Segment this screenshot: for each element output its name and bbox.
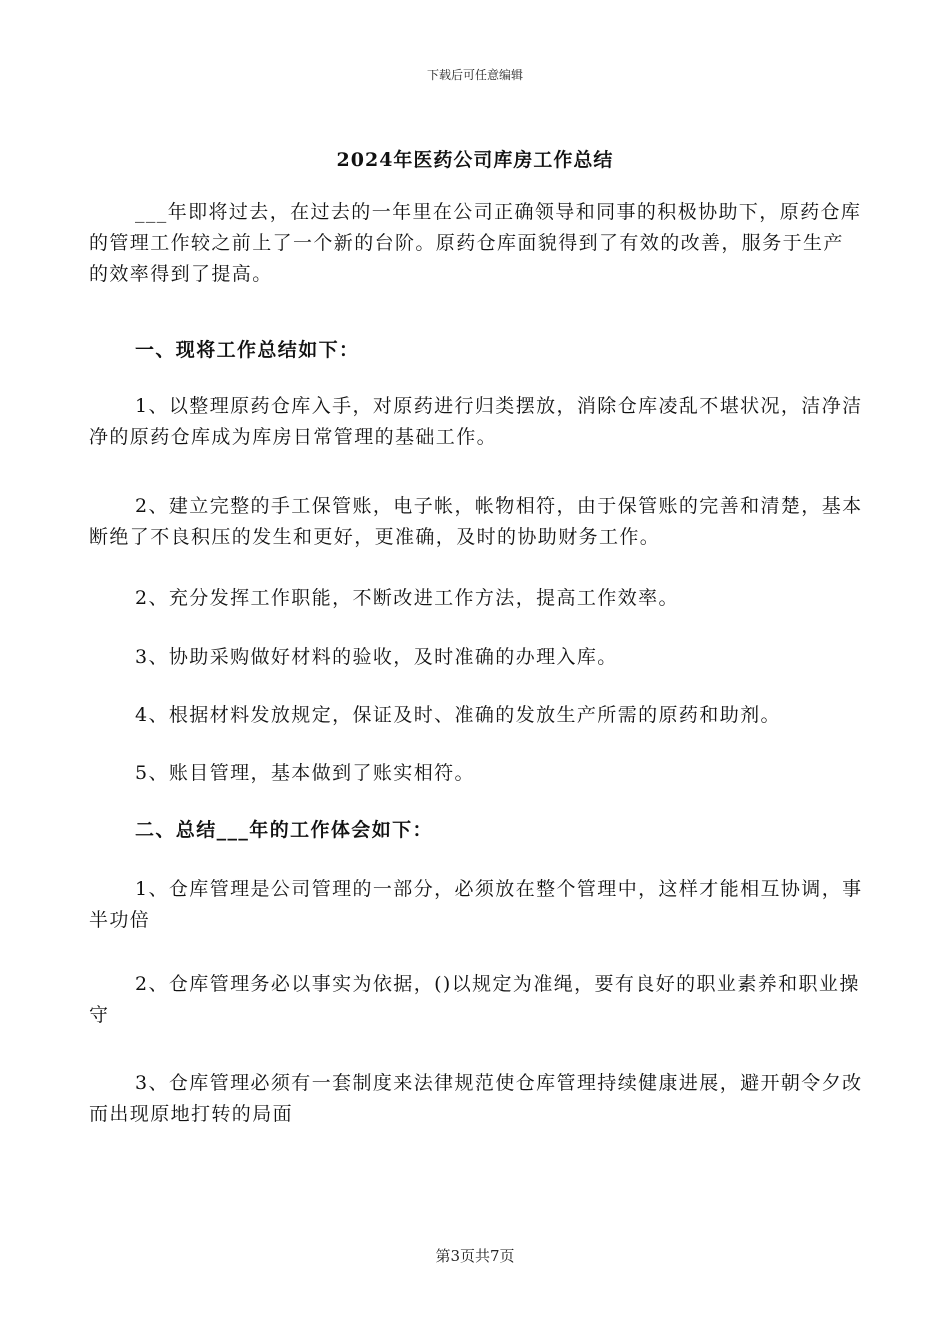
section1-item: 1、以整理原药仓库入手，对原药进行归类摆放，消除仓库凌乱不堪状况，洁净洁净的原药仓库成为库房日常管理的基础工作。 [89,395,863,448]
document-title: 2024年医药公司库房工作总结 [336,149,614,171]
section2-item: 3、仓库管理必须有一套制度来法律规范使仓库管理持续健康进展，避开朝令夕改而出现原地打转的局面 [89,1072,863,1125]
section1-item: 3、协助采购做好材料的验收，及时准确的办理入库。 [135,646,618,668]
section1-item: 5、账目管理，基本做到了账实相符。 [135,762,475,784]
section1-heading: 一、现将工作总结如下： [135,339,360,361]
section1-item: 2、建立完整的手工保管账，电子帐，帐物相符，由于保管账的完善和清楚，基本断绝了不良积压的发生和更好，更准确，及时的协助财务工作。 [89,495,863,548]
intro-paragraph: ___年即将过去，在过去的一年里在公司正确领导和同事的积极协助下，原药仓库的管理工作较之前上了一个新的台阶。原药仓库面貌得到了有效的改善，服务于生产的效率得到了提高。 [89,201,862,285]
header-note: 下载后可任意编辑 [426,68,523,82]
section1-item: 2、充分发挥工作职能，不断改进工作方法，提高工作效率。 [135,587,679,609]
section2-item: 2、仓库管理务必以事实为依据，()以规定为准绳，要有良好的职业素养和职业操守 [89,973,860,1026]
section1-item: 4、根据材料发放规定，保证及时、准确的发放生产所需的原药和助剂。 [135,704,781,726]
section2-item: 1、仓库管理是公司管理的一部分，必须放在整个管理中，这样才能相互协调，事半功倍 [89,878,863,931]
section2-heading: 二、总结___年的工作体会如下： [135,819,433,841]
page-footer: 第3页共7页 [435,1247,515,1265]
